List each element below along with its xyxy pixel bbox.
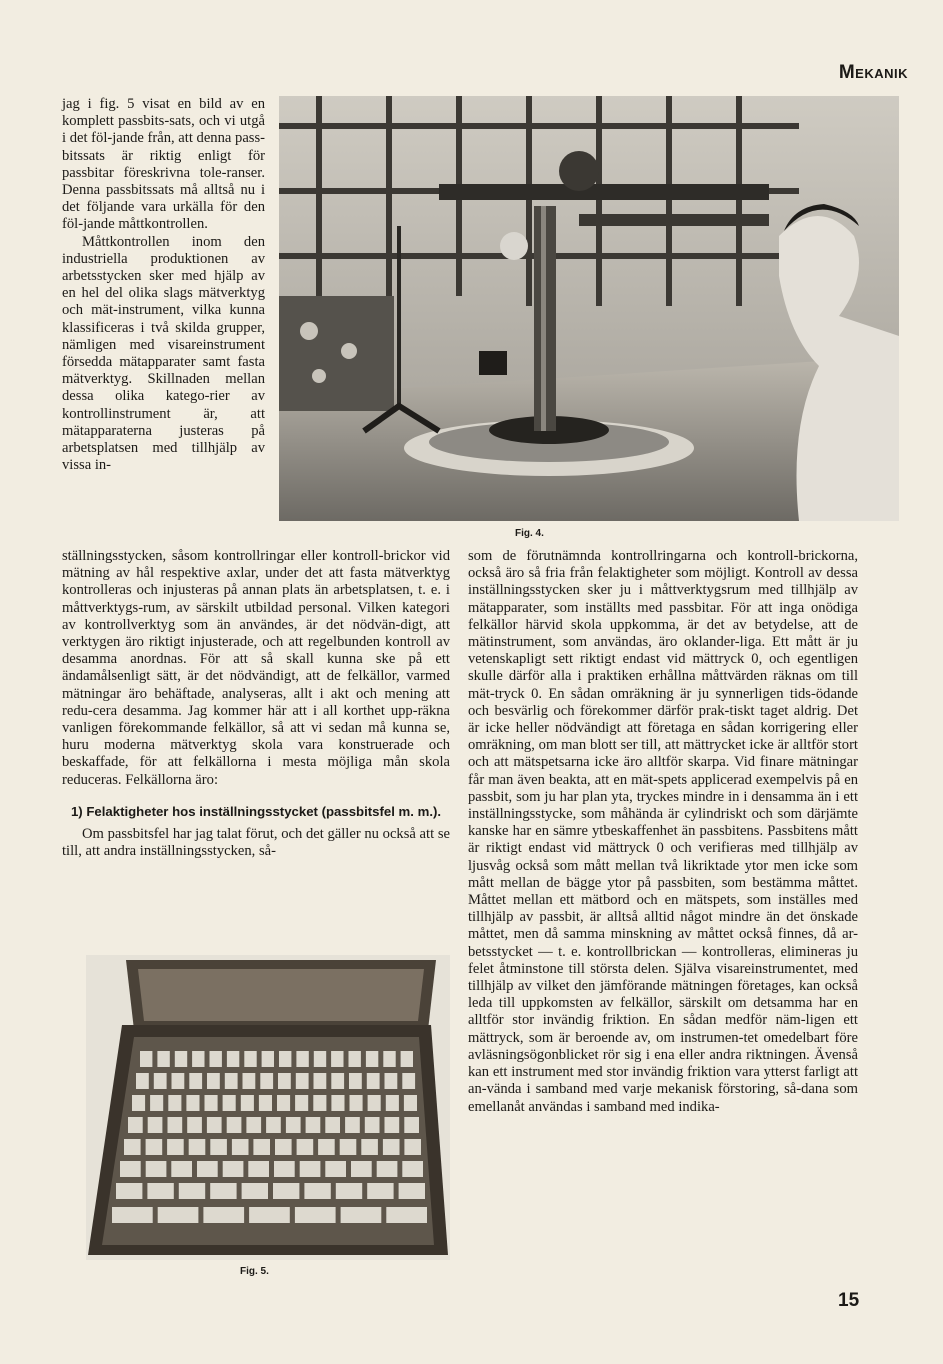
gauge-block	[304, 1183, 330, 1199]
gauge-block	[210, 1183, 236, 1199]
figure-5-photo	[86, 955, 450, 1260]
section-heading: 1) Felaktigheter hos inställningsstycket (passbitsfel m. m.).	[70, 803, 442, 819]
gauge-block	[367, 1073, 380, 1089]
gauge-block	[262, 1051, 274, 1067]
gauge-block	[331, 1095, 344, 1111]
gauge-block	[175, 1051, 187, 1067]
gauge-block	[402, 1161, 423, 1177]
gauge-block	[136, 1073, 149, 1089]
left-column-bottom	[62, 548, 450, 860]
gauge-block	[192, 1051, 204, 1067]
gauge-block	[207, 1117, 222, 1133]
gauge-block	[140, 1051, 152, 1067]
gauge-block	[157, 1051, 169, 1067]
gauge-block	[244, 1051, 256, 1067]
gauge-block	[404, 1117, 419, 1133]
gauge-block	[223, 1161, 244, 1177]
gauge-block	[120, 1161, 141, 1177]
gauge-block	[286, 1117, 301, 1133]
gauge-block	[383, 1139, 400, 1155]
gauge-block	[345, 1117, 360, 1133]
gauge-block	[331, 1051, 343, 1067]
gauge-block	[277, 1095, 290, 1111]
gauge-block	[314, 1073, 327, 1089]
gauge-block	[197, 1161, 218, 1177]
gauge-block	[232, 1139, 249, 1155]
gauge-block	[318, 1139, 335, 1155]
gauge-block	[225, 1073, 238, 1089]
gauge-block	[248, 1161, 269, 1177]
gauge-block	[300, 1161, 321, 1177]
gauge-block	[273, 1183, 299, 1199]
gauge-block	[168, 1117, 183, 1133]
gauge-block	[296, 1051, 308, 1067]
section-title: Mekanik	[838, 62, 908, 83]
gauge-block	[336, 1183, 362, 1199]
left-column-top	[62, 96, 265, 474]
paragraph: Måttkontrollen inom den industriella produktionen av arbetsstycken sker med hjälp av en hel del olika slags mätverktyg och mät-instrument, vilka kunna klassificeras i två skilda grupper, nämligen med visareinstrument försedda mätapparater samt fasta mätverktyg. Skillnaden mellan dessa olika katego-rier av kontrollinstrument är, att mätapparaterna justeras på arbetsplatsen med tillhjälp av vissa in-	[62, 233, 265, 474]
gauge-block	[171, 1161, 192, 1177]
gauge-block	[128, 1117, 143, 1133]
gauge-block	[186, 1095, 199, 1111]
gauge-block	[365, 1117, 380, 1133]
gauge-block	[187, 1117, 202, 1133]
gauge-block	[223, 1095, 236, 1111]
gauge-block	[249, 1207, 290, 1223]
page-number: 15	[838, 1290, 860, 1311]
gauge-block	[253, 1139, 270, 1155]
gauge-block	[295, 1095, 308, 1111]
gauge-block	[259, 1095, 272, 1111]
gauge-block	[349, 1073, 362, 1089]
gauge-block	[325, 1117, 340, 1133]
paragraph: ställningsstycken, såsom kontrollringar eller kontroll-brickor vid mätning av hål respektive axlar, under det att fasta mätverktyg kontrolleras och injusteras på annan plats än arbetsplatsen, t. e. i måttverktygs-rum, av särskilt utbildad personal. Vilken kategori av kontrollverktyg som än användes, är det nödvän-digt, att verktygen äro riktigt injusterade, och att regelbunden kontroll av desamma anordnas. För att så skall kunna ske på ett ändamålsenligt sätt, är det nödvändigt, att de felkällor, varmed mätningar äro behäftade, analyseras, allt i akt och mening att redu-cera desamma. Jag kommer här att i all korthet upp-räkna vanligen förekommande felkällor, så att vi sedan må kunna se, huru moderna mätverktyg skola vara konstruerade och beskaffade, för att felkällorna i mesta möjliga mån skola reduceras. Felkällorna äro:	[62, 548, 450, 788]
gauge-block	[385, 1117, 400, 1133]
gauge-block	[147, 1183, 173, 1199]
gauge-block	[168, 1095, 181, 1111]
paragraph: Om passbitsfel har jag talat förut, och det gäller nu också att se till, att andra inställningsstycken, så-	[62, 825, 450, 860]
gauge-block	[278, 1073, 291, 1089]
gauge-block	[404, 1139, 421, 1155]
gauge-block	[401, 1051, 413, 1067]
gauge-block	[246, 1117, 261, 1133]
gauge-block	[260, 1073, 273, 1089]
gauge-block	[154, 1073, 167, 1089]
gauge-block	[241, 1095, 254, 1111]
gauge-block	[325, 1161, 346, 1177]
gauge-block	[361, 1139, 378, 1155]
gauge-block	[116, 1183, 142, 1199]
gauge-block	[402, 1073, 415, 1089]
gauge-block	[172, 1073, 185, 1089]
gauge-block	[210, 1139, 227, 1155]
gauge-block	[150, 1095, 163, 1111]
gauge-block	[146, 1161, 167, 1177]
gauge-block	[350, 1095, 363, 1111]
gauge-block	[207, 1073, 220, 1089]
gauge-block	[367, 1183, 393, 1199]
gauge-block	[146, 1139, 163, 1155]
gauge-block	[331, 1073, 344, 1089]
gauge-block	[385, 1073, 398, 1089]
gauge-block	[341, 1207, 382, 1223]
figure-4-photo	[279, 96, 899, 521]
paragraph: jag i fig. 5 visat en bild av en komplett passbits-sats, och vi utgå i det föl-jande från, att denna pass-bitssats är riktig enligt för passbitar föreskrivna tole-ranser. Denna passbitssats må alltså nu i det följande vara urkälla för den föl-jande måttkontrollen.	[62, 96, 266, 233]
gauge-block	[351, 1161, 372, 1177]
gauge-block	[314, 1051, 326, 1067]
gauge-block	[189, 1139, 206, 1155]
gauge-block	[148, 1117, 163, 1133]
gauge-block	[349, 1051, 361, 1067]
gauge-block	[386, 1207, 427, 1223]
gauge-block	[189, 1073, 202, 1089]
gauge-block	[179, 1183, 205, 1199]
gauge-block	[242, 1183, 268, 1199]
gauge-block	[295, 1207, 336, 1223]
gauge-block	[313, 1095, 326, 1111]
gauge-block	[404, 1095, 417, 1111]
gauge-block	[383, 1051, 395, 1067]
gauge-block	[243, 1073, 256, 1089]
gauge-block	[306, 1117, 321, 1133]
gauge-block	[275, 1139, 292, 1155]
gauge-block	[203, 1207, 244, 1223]
gauge-block	[340, 1139, 357, 1155]
figure-5-caption: Fig. 5.	[240, 1266, 269, 1277]
paragraph: som de förutnämnda kontrollringarna och kontroll-brickorna, också äro så fria från felaktigheter som möjligt. Kontroll av dessa inställningsstycken sker ju i måttverktygsrum med tillhjälp av mätapparater, som inställts med passbitar. För att inga onödiga felkällor härvid skola uppkomma, är det av betydelse, att de mätinstrument, som användas, äro oklander-liga. Ett mått är ju vetenskapligt sett riktigt endast vid mättryck 0, och egentligen skulle därför alla i praktiken erhållna måttvärden räknas om till mät-tryck 0. En sådan omräkning är ju synnerligen tids-ödande och besvärlig och förekommer därför prak-tiskt taget aldrig. Det är icke heller nödvändigt att företaga en sådan korrigering eller omräkning, om man blott ser till, att mättrycket icke är alltför stort och att mätspetsarna icke äro alltför skarpa. Vid finare mätningar får man även beakta, att en mät-spets applicerad exempelvis på en passbit, som ju har plan yta, tryckes mindre in i densamma än i ett inställningsstycke, som måhända är cylindriskt och som därjämte kanske har en sämre ytbeskaffenhet än passbitens. Passbitens mått är riktigt endast vid mättryck 0 och verifieras med tillhjälp av ljusvåg också som mått mellan två likriktade ytor men icke som mått mellan de bägge ytor på passbiten, som bestämma måttet. Måttet mellan ett mätbord och en mätspets, som inställes med tillhjälp av passbit, är alltså alltid något mindre än det önskade måttet, men då samma minskning av måttet också finnes, då ar-betsstycket — t. e. kontrollbrickan — kontrolleras, elimineras ju felet åtminstone till största delen. Själva visareinstrumentet, med tillhjälp av vilket den jämförande mätningen företages, kan också leda till uppkomsten av felkällor, särskilt om detsamma har en alltför stor invändig friktion. En sådan medför näm-ligen ett mättryck, som är beroende av, om instrumen-tet omedelbart före avläsningsögonblicket rör sig i ena eller andra riktningen. Ävenså kan ett instrument med stor invändig friktion vara ytterst farligt att an-vända i samband med varje mekanisk förstoring, så-dana som emellanåt användas i samband med indika-	[468, 548, 858, 1115]
gauge-block	[167, 1139, 184, 1155]
gauge-block	[227, 1117, 242, 1133]
gauge-block	[296, 1073, 309, 1089]
gauge-block	[210, 1051, 222, 1067]
gauge-block	[158, 1207, 199, 1223]
gauge-block	[124, 1139, 141, 1155]
gauge-block	[386, 1095, 399, 1111]
gauge-block	[377, 1161, 398, 1177]
gauge-block	[112, 1207, 153, 1223]
gauge-block	[274, 1161, 295, 1177]
gauge-block	[399, 1183, 425, 1199]
gauge-block	[227, 1051, 239, 1067]
gauge-block	[366, 1051, 378, 1067]
gauge-block	[266, 1117, 281, 1133]
gauge-block	[297, 1139, 314, 1155]
gauge-block	[368, 1095, 381, 1111]
figure-4-caption: Fig. 4.	[515, 528, 544, 539]
gauge-block	[132, 1095, 145, 1111]
gauge-block	[205, 1095, 218, 1111]
right-column	[468, 548, 858, 1116]
gauge-block	[279, 1051, 291, 1067]
